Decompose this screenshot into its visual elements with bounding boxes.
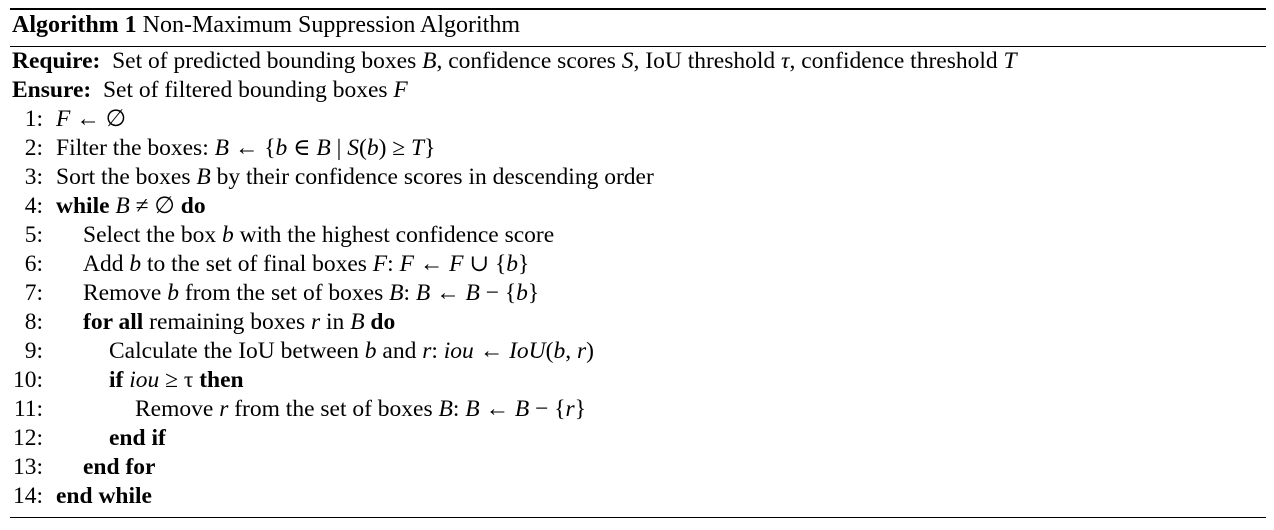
algorithm-line bbox=[10, 279, 1266, 308]
algorithm-line bbox=[10, 395, 1266, 424]
line-number: 8: bbox=[24, 309, 43, 335]
algorithm-line bbox=[10, 163, 1266, 192]
ensure-keyword: Ensure: bbox=[12, 77, 92, 103]
line-number: 13: bbox=[12, 454, 43, 480]
line-text: end while bbox=[56, 483, 152, 509]
ensure-text: Set of filtered bounding boxes F bbox=[102, 77, 408, 103]
line-number: 12: bbox=[12, 425, 43, 451]
algorithm-line bbox=[10, 105, 1266, 134]
line-number: 5: bbox=[24, 222, 43, 248]
ensure-line bbox=[10, 76, 1266, 105]
line-text: Filter the boxes: B ← {b ∈ B | S(b) ≥ T} bbox=[56, 135, 436, 161]
bottom-rule bbox=[10, 517, 1266, 518]
algorithm-title: Non-Maximum Suppression Algorithm bbox=[142, 12, 520, 38]
algorithm-line bbox=[10, 134, 1266, 163]
algorithm-line bbox=[10, 482, 1266, 511]
algorithm-block bbox=[10, 8, 1266, 511]
line-number: 14: bbox=[12, 483, 43, 509]
line-number: 10: bbox=[12, 367, 43, 393]
algorithm-body bbox=[10, 47, 1266, 511]
line-text: Select the box b with the highest confidence score bbox=[83, 222, 555, 248]
algorithm-caption bbox=[10, 10, 1266, 42]
require-line bbox=[10, 47, 1266, 76]
line-number: 7: bbox=[24, 280, 43, 306]
line-text: Add b to the set of final boxes F: F ← F ∪ {b} bbox=[83, 251, 530, 277]
algorithm-line bbox=[10, 192, 1266, 221]
line-number: 11: bbox=[13, 396, 43, 422]
line-text: F ← ∅ bbox=[56, 106, 127, 132]
line-number: 4: bbox=[24, 193, 43, 219]
line-text: if iou ≥ τ then bbox=[109, 367, 244, 393]
algorithm-line bbox=[10, 337, 1266, 366]
line-number: 3: bbox=[24, 164, 43, 190]
line-text: end for bbox=[83, 454, 156, 480]
line-number: 6: bbox=[24, 251, 43, 277]
line-number: 2: bbox=[24, 135, 43, 161]
line-text: Calculate the IoU between b and r: iou ← IoU(b, r) bbox=[109, 338, 594, 364]
algorithm-line bbox=[10, 424, 1266, 453]
line-number: 9: bbox=[24, 338, 43, 364]
line-number: 1: bbox=[24, 106, 43, 132]
algorithm-line bbox=[10, 453, 1266, 482]
line-text: Remove b from the set of boxes B: B ← B − {b} bbox=[83, 280, 540, 306]
line-text: Remove r from the set of boxes B: B ← B − {r} bbox=[135, 396, 586, 422]
algorithm-line bbox=[10, 308, 1266, 337]
line-text: for all remaining boxes r in B do bbox=[83, 309, 396, 335]
require-keyword: Require: bbox=[12, 48, 101, 74]
line-text: end if bbox=[109, 425, 166, 451]
algorithm-line bbox=[10, 366, 1266, 395]
algorithm-line bbox=[10, 250, 1266, 279]
algorithm-line bbox=[10, 221, 1266, 250]
require-text: Set of predicted bounding boxes B, confidence scores S, IoU threshold τ, confidence threshold T bbox=[112, 48, 1017, 74]
line-text: Sort the boxes B by their confidence scores in descending order bbox=[56, 164, 654, 190]
line-text: while B ≠ ∅ do bbox=[56, 193, 206, 219]
algorithm-label: Algorithm 1 bbox=[12, 12, 137, 38]
